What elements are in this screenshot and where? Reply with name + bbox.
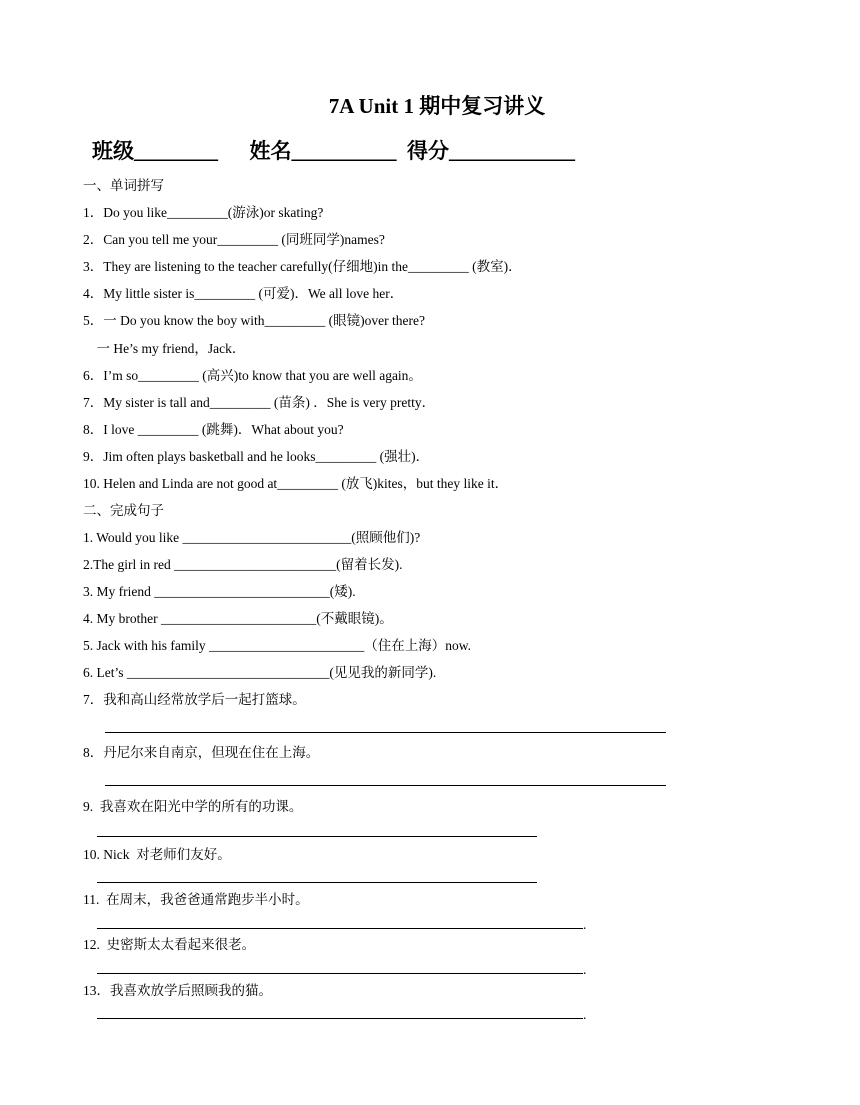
sentence-item: 3. My friend __________________________(矮). [83, 584, 356, 599]
sentence-item: 6. Let’s ______________________________(见见我的新同学). [83, 665, 437, 680]
name-label: 姓名__________ [249, 139, 397, 163]
sentence-item: 2.The girl in red ________________________(留着长发). [83, 557, 403, 572]
spelling-item: 7．My sister is tall and_________ (苗条) ．She is very pretty． [83, 395, 436, 410]
sentence-item: 1. Would you like _________________________(照顾他们)? [83, 530, 421, 545]
end-period: . [583, 1007, 587, 1022]
translation-item: 9. 我喜欢在阳光中学的所有的功课。 [83, 799, 303, 814]
answer-line [97, 973, 583, 974]
spelling-item: 10. Helen and Linda are not good at_________ (放飞)kites，but they like it． [83, 476, 509, 491]
spelling-item: 2．Can you tell me your_________ (同班同学)names? [83, 232, 385, 247]
spelling-item: 3．They are listening to the teacher carefully(仔细地)in the_________ (教室)． [83, 259, 522, 274]
translation-item: 11. 在周末，我爸爸通常跑步半小时。 [83, 892, 309, 907]
answer-line [97, 882, 537, 883]
student-info-line [92, 135, 575, 165]
sentence-item: 5. Jack with his family _______________________（住在上海）now. [83, 638, 471, 653]
translation-item: 8．丹尼尔来自南京，但现在住在上海。 [83, 745, 320, 760]
answer-line [97, 1018, 583, 1019]
spelling-item: 8．I love _________ (跳舞)．What about you? [83, 422, 344, 437]
answer-line [105, 785, 666, 786]
end-period: . [583, 962, 587, 977]
answer-line [105, 732, 666, 733]
spelling-item: 5．一 Do you know the boy with_________ (眼镜)over there? [83, 313, 425, 328]
class-label: 班级________ [92, 139, 218, 163]
spelling-item: 9．Jim often plays basketball and he looks_________ (强壮)． [83, 449, 430, 464]
spelling-item: 4．My little sister is_________ (可爱)．We all love her． [83, 286, 404, 301]
score-label: 得分____________ [407, 139, 575, 163]
translation-item: 13．我喜欢放学后照顾我的猫。 [83, 983, 272, 998]
worksheet-title: 7A Unit 1 期中复习讲义 [328, 94, 546, 118]
spelling-item: 6．I’m so_________ (高兴)to know that you are well again。 [83, 368, 422, 383]
sentence-item: 4. My brother _______________________(不戴眼镜)。 [83, 611, 393, 626]
section-heading-sentences: 二、完成句子 [83, 503, 164, 518]
translation-item: 7．我和高山经常放学后一起打篮球。 [83, 692, 306, 707]
end-period: . [583, 917, 587, 932]
spelling-item: 一 He’s my friend，Jack． [83, 341, 246, 356]
translation-item: 10. Nick 对老师们友好。 [83, 847, 231, 862]
translation-item: 12. 史密斯太太看起来很老。 [83, 937, 256, 952]
section-heading-spelling: 一、单词拼写 [83, 178, 164, 193]
answer-line [97, 836, 537, 837]
answer-line [97, 928, 583, 929]
spelling-item: 1．Do you like_________(游泳)or skating? [83, 205, 324, 220]
